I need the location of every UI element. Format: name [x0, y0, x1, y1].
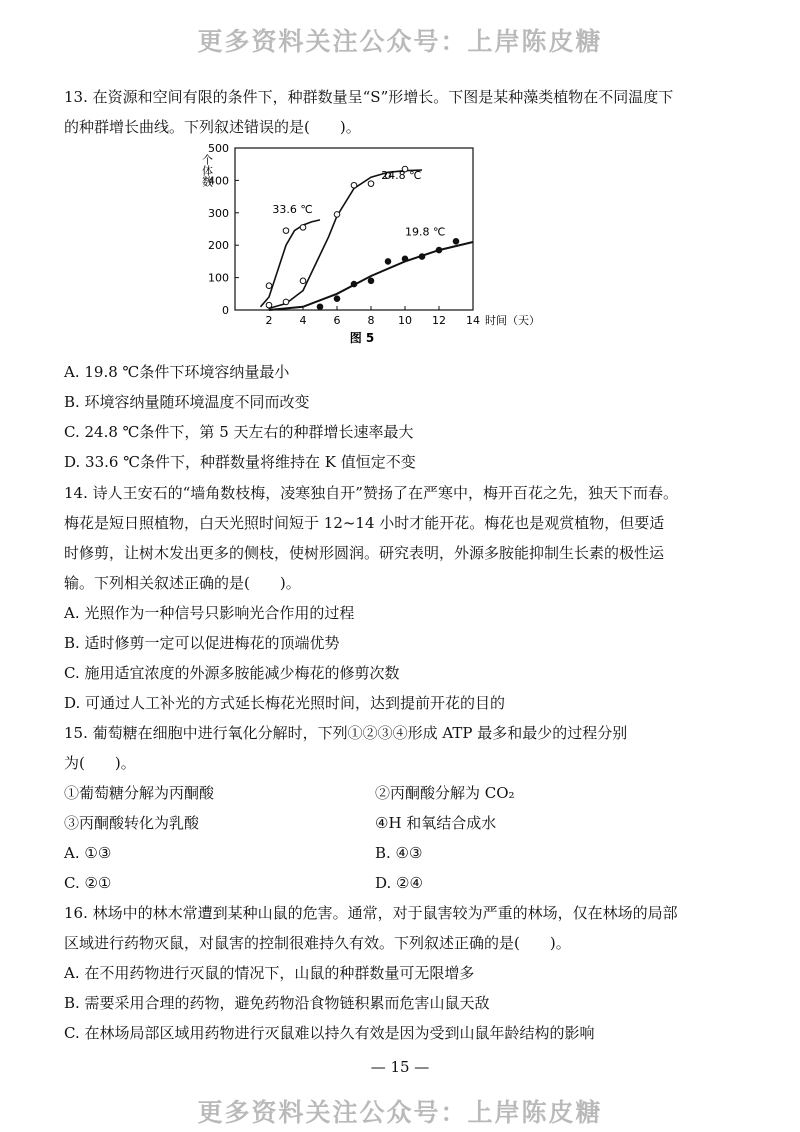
q14-option-b[interactable]: B. 适时修剪一定可以促进梅花的顶端优势 [64, 634, 340, 652]
question-16-line2: 区域进行药物灭鼠，对鼠害的控制很难持久有效。下列叙述正确的是( )。 [64, 934, 571, 952]
question-15-line1: 15. 葡萄糖在细胞中进行氧化分解时，下列①②③④形成 ATP 最多和最少的过程分别 [64, 724, 628, 742]
q13-option-d[interactable]: D. 33.6 ℃条件下，种群数量将维持在 K 值恒定不变 [64, 453, 416, 471]
y-axis-label: 个体数 [200, 154, 214, 187]
q14-option-d[interactable]: D. 可通过人工补光的方式延长梅花光照时间，达到提前开花的目的 [64, 694, 506, 712]
q15-option-c[interactable]: C. ②① [64, 874, 112, 892]
question-13-options [64, 357, 744, 477]
question-14-line3: 时修剪，让树木发出更多的侧枝，使树形圆润。研究表明，外源多胺能抑制生长素的极性运 [64, 544, 665, 562]
question-16 [64, 898, 744, 1048]
q15-option-b[interactable]: B. ④③ [375, 844, 423, 862]
series-label: 33.6 ℃ [272, 202, 313, 216]
data-point [385, 259, 391, 265]
q16-option-a[interactable]: A. 在不用药物进行灭鼠的情况下，山鼠的种群数量可无限增多 [64, 964, 475, 982]
question-14-line4: 输。下列相关叙述正确的是( )。 [64, 574, 301, 592]
data-point [368, 278, 374, 284]
question-16-line1: 16. 林场中的林木常遭到某种山鼠的危害。通常，对于鼠害较为严重的林场，仅在林场的局部 [64, 904, 678, 922]
x-tick-label: 4 [299, 314, 307, 327]
y-tick-label: 200 [208, 239, 229, 253]
question-15 [64, 718, 744, 778]
q15-item-1: ①葡萄糖分解为丙酮酸 [64, 784, 215, 802]
y-tick-label: 400 [208, 174, 229, 188]
question-15-line2: 为( )。 [64, 754, 136, 772]
question-13-line2: 的种群增长曲线。下列叙述错误的是( )。 [64, 118, 361, 136]
series-label: 24.8 ℃ [381, 168, 422, 182]
x-tick-label: 14 [466, 314, 480, 327]
data-point [334, 212, 340, 218]
x-tick-label: 2 [265, 314, 273, 327]
y-tick-label: 500 [208, 142, 229, 155]
q14-option-c[interactable]: C. 施用适宜浓度的外源多胺能减少梅花的修剪次数 [64, 664, 400, 682]
data-point [402, 256, 408, 262]
data-point [368, 181, 374, 187]
data-point [283, 228, 289, 234]
page-number: — 15 — [370, 1058, 430, 1076]
data-point [266, 283, 272, 289]
question-13 [64, 82, 744, 142]
data-point [317, 304, 323, 310]
data-point [351, 281, 357, 287]
y-tick-label: 100 [208, 271, 229, 285]
q15-item-2: ②丙酮酸分解为 CO₂ [375, 784, 515, 802]
q15-option-d[interactable]: D. ②④ [375, 874, 423, 892]
q15-item-4: ④H 和氧结合成水 [375, 814, 497, 832]
x-tick-label: 10 [398, 314, 412, 327]
x-axis-label: 时间（天） [485, 314, 540, 327]
q13-option-c[interactable]: C. 24.8 ℃条件下，第 5 天左右的种群增长速率最大 [64, 423, 414, 441]
data-point [419, 254, 425, 260]
population-growth-chart [190, 140, 570, 350]
q13-option-b[interactable]: B. 环境容纳量随环境温度不同而改变 [64, 393, 310, 411]
data-point [436, 247, 442, 253]
y-tick-label: 0 [222, 304, 229, 317]
question-14-line2: 梅花是短日照植物，白天光照时间短于 12~14 小时才能开花。梅花也是观赏植物，但要适 [64, 514, 665, 532]
x-tick-label: 8 [367, 314, 375, 327]
x-tick-label: 6 [333, 314, 341, 327]
data-point [334, 296, 340, 302]
x-tick-label: 12 [432, 314, 446, 327]
footer-banner: 更多资料关注公众号：上岸陈皮糖 [197, 1098, 603, 1127]
chart-title: 图 5 [349, 331, 375, 345]
q16-option-c[interactable]: C. 在林场局部区域用药物进行灭鼠难以持久有效是因为受到山鼠年龄结构的影响 [64, 1024, 595, 1042]
q15-option-a[interactable]: A. ①③ [64, 844, 112, 862]
data-point [283, 299, 289, 305]
data-point [300, 278, 306, 284]
series-line [269, 242, 473, 310]
data-point [351, 182, 357, 188]
question-13-line1: 13. 在资源和空间有限的条件下，种群数量呈“S”形增长。下图是某种藻类植物在不同温度下 [64, 88, 674, 106]
header-banner: 更多资料关注公众号：上岸陈皮糖 [197, 27, 603, 56]
data-point [300, 225, 306, 231]
series-label: 19.8 ℃ [405, 225, 446, 239]
question-14 [64, 478, 744, 718]
data-point [266, 302, 272, 308]
series-line [261, 220, 321, 307]
q14-option-a[interactable]: A. 光照作为一种信号只影响光合作用的过程 [64, 604, 355, 622]
q15-item-3: ③丙酮酸转化为乳酸 [64, 814, 200, 832]
data-point [453, 239, 459, 245]
series-line [269, 170, 422, 308]
chart-labels [201, 142, 541, 345]
question-14-line1: 14. 诗人王安石的“墙角数枝梅，凌寒独自开”赞扬了在严寒中，梅开百花之先，独天下而春。 [64, 484, 678, 502]
q13-option-a[interactable]: A. 19.8 ℃条件下环境容纳量最小 [64, 363, 290, 381]
y-tick-label: 300 [208, 206, 229, 220]
q16-option-b[interactable]: B. 需要采用合理的药物，避免药物沿食物链积累而危害山鼠天敌 [64, 994, 490, 1012]
